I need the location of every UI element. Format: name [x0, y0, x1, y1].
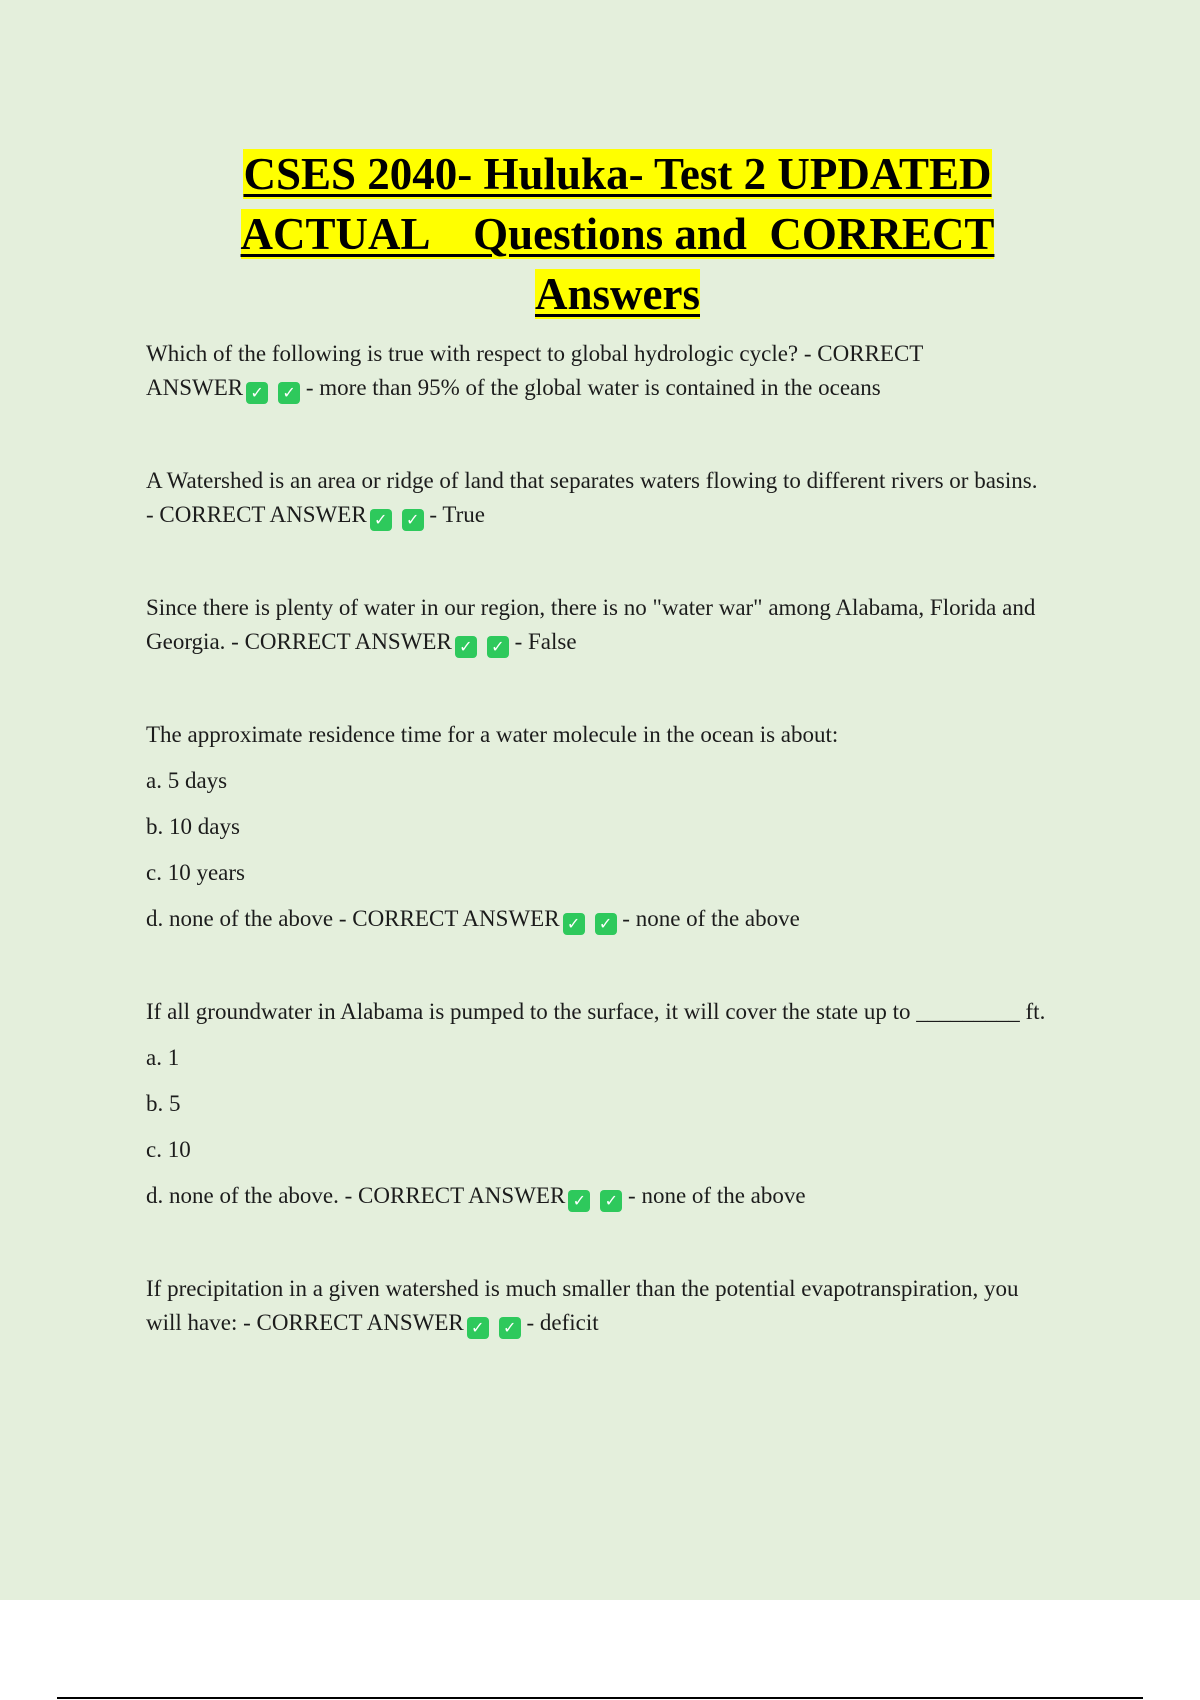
answer-prefix: d. none of the above - CORRECT ANSWER	[146, 906, 560, 931]
check-mark-icon: ✓	[563, 913, 585, 935]
question-text: Since there is plenty of water in our region, there is no "water war" among Alabama, Florida and	[146, 595, 1036, 620]
check-mark-icon: ✓	[467, 1317, 489, 1339]
check-mark-icon: ✓	[246, 382, 268, 404]
question-6	[146, 1272, 1091, 1340]
answer-text: - none of the above	[622, 906, 800, 931]
answer-text: - deficit	[526, 1310, 599, 1335]
answer-line	[146, 371, 1091, 405]
answer-text: - False	[514, 629, 577, 654]
option-b: b. 10 days	[146, 814, 240, 839]
answer-line	[146, 1179, 1091, 1213]
document-title	[0, 144, 1200, 324]
check-mark-icon: ✓	[568, 1190, 590, 1212]
title-line-2: ACTUAL Questions and CORRECT	[240, 209, 995, 259]
question-2	[146, 464, 1091, 532]
question-3	[146, 591, 1091, 659]
question-text: If precipitation in a given watershed is much smaller than the potential evapotranspiration, you	[146, 1276, 1019, 1301]
answer-prefix: ANSWER	[146, 375, 244, 400]
question-1	[146, 337, 1091, 405]
option-a: a. 5 days	[146, 768, 228, 793]
check-mark-icon: ✓	[370, 509, 392, 531]
question-5	[146, 995, 1091, 1213]
answer-prefix: will have: - CORRECT ANSWER	[146, 1310, 464, 1335]
question-text: The approximate residence time for a water molecule in the ocean is about:	[146, 722, 839, 747]
option-c: c. 10	[146, 1137, 191, 1162]
answer-text: - none of the above	[628, 1183, 806, 1208]
answer-prefix: Georgia. - CORRECT ANSWER	[146, 629, 452, 654]
check-mark-icon: ✓	[487, 636, 509, 658]
check-mark-icon: ✓	[402, 509, 424, 531]
check-mark-icon: ✓	[499, 1317, 521, 1339]
check-mark-icon: ✓	[278, 382, 300, 404]
answer-line	[146, 1306, 1091, 1340]
title-line-1: CSES 2040- Huluka- Test 2 UPDATED	[243, 149, 992, 199]
question-4	[146, 718, 1091, 936]
answer-line	[146, 625, 1091, 659]
answer-text: - True	[429, 502, 486, 527]
answer-line	[146, 902, 1091, 936]
check-mark-icon: ✓	[600, 1190, 622, 1212]
answer-prefix: d. none of the above. - CORRECT ANSWER	[146, 1183, 566, 1208]
title-line-3: Answers	[535, 269, 700, 319]
option-c: c. 10 years	[146, 860, 245, 885]
check-mark-icon: ✓	[455, 636, 477, 658]
footer-divider	[57, 1697, 1143, 1699]
questions-list	[146, 337, 1091, 1399]
question-text: Which of the following is true with respect to global hydrologic cycle? - CORRECT	[146, 341, 924, 366]
question-text: A Watershed is an area or ridge of land that separates waters flowing to different rivers or basins.	[146, 468, 1038, 493]
option-a: a. 1	[146, 1045, 180, 1070]
option-b: b. 5	[146, 1091, 181, 1116]
question-text: If all groundwater in Alabama is pumped to the surface, it will cover the state up to _________ ft.	[146, 999, 1046, 1024]
answer-prefix: - CORRECT ANSWER	[146, 502, 367, 527]
check-mark-icon: ✓	[595, 913, 617, 935]
answer-line	[146, 498, 1091, 532]
answer-text: - more than 95% of the global water is contained in the oceans	[305, 375, 881, 400]
